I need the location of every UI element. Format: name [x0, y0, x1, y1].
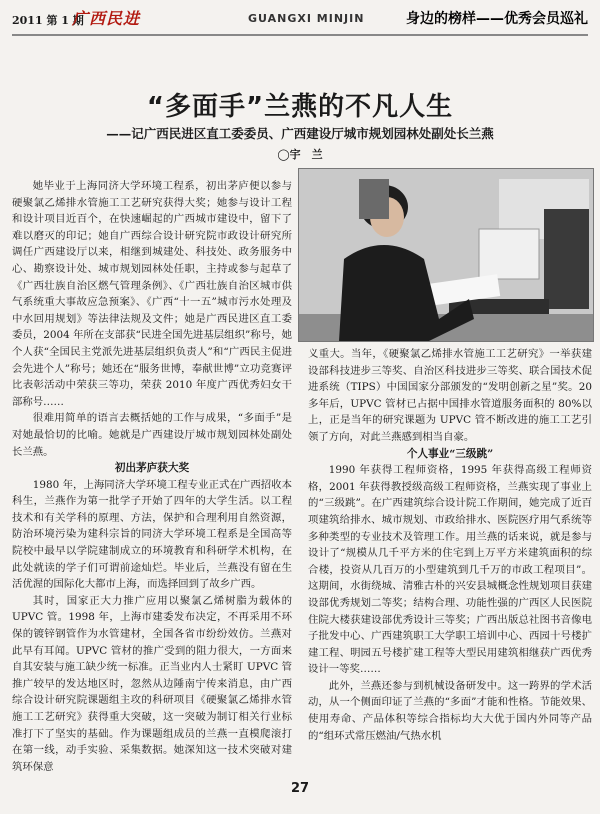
right-column	[308, 346, 592, 744]
paragraph: 义重大。当年，《硬聚氯乙烯排水管施工工艺研究》一举获建设部科技进步三等奖、自治区科技进步三等奖、联合国技术促进系统（TIPS）中国国家分部颁发的“发明创新之星”奖。20 多年后，UPVC 管材已占据中国排水管道服务面积的 80%以上，正是当年的研究课题为 UPVC 管不断改进的施工工艺引领了方向，对此兰燕感到相当自豪。	[308, 348, 592, 443]
left-column	[12, 178, 292, 775]
page-header	[0, 0, 600, 46]
article-title: “多面手”兰燕的不凡人生	[146, 92, 454, 122]
article-author: ◯宇 兰	[277, 148, 323, 161]
portrait-photo	[298, 168, 594, 342]
magazine-pinyin: GUANGXI MINJIN	[248, 12, 365, 25]
column-title: 身边的榜样——优秀会员巡礼	[406, 11, 588, 27]
paragraph: 她毕业于上海同济大学环境工程系，初出茅庐便以参与硬聚氯乙烯排水管施工工艺研究获得大奖；她参与设计工程和设计项目近百个，在快速崛起的广西城市建设中，留下了难以磨灭的印记；她自广西综合设计研究院市政设计研究所调任广西建设厅以来，相继到城建处、科技处、政务服务中心、勘察设计处、城市规划园林处任职，主持或参与起草了《广西壮族自治区燃气管理条例》、《广西壮族自治区城市供气系统重大事故应急预案》、《广西“十一五”城市污水处理及中水回用规划》等法律法规及文件；她是广西民进区直工委委员，2004 年所在支部获“民进全国先进基层组织”称号，她个人获“全国民主党派先进基层组织负责人”和“广西民主促进会先进个人”称号；她还在“服务世博，奉献世博”立功竞赛评比表彰活动中荣获三等功，荣获 2010 年度广西优秀妇女干部称号……	[12, 180, 292, 408]
paragraph: 其时，国家正大力推广应用以聚氯乙烯树脂为载体的 UPVC 管。1998 年，上海市建委发布决定，不再采用不环保的镀锌钢管作为水管建材，全国各省市纷纷效仿。兰燕对此早有耳闻。UPVC 管材的推广受到的阻力很大，一方面来自其安装与施工缺少统一标准。正当业内人士紧盯 UPVC 管推广较早的发达地区时，忽然从边陲南宁传来消息，由广西综合设计研究院课题组主攻的科研项目《硬聚氯乙烯排水管施工工艺研究》获得重大突破，这一突破为制订相关行业标准打下了坚实的基础。作为课题组成员的兰燕一直模爬滚打在第一线，动手实验、采集数据。她深知这一技术突破对建筑环保意	[12, 594, 292, 773]
section-heading: 初出茅庐获大奖	[114, 462, 190, 475]
paragraph: 很难用简单的语言去概括她的工作与成果，“多面手”是对她最恰切的比喻。她就是广西建设厅城市规划园林处副处长兰燕。	[12, 412, 292, 458]
header-divider	[12, 34, 588, 36]
page-number: 27	[290, 781, 310, 796]
article-subtitle: ——记广西民进区直工委委员、广西建设厅城市规划园林处副处长兰燕	[106, 126, 494, 141]
photo-illustration	[299, 169, 593, 341]
paragraph: 1990 年获得工程师资格，1995 年获得高级工程师资格，2001 年获得教授级高级工程师资格，兰燕实现了事业上的“三级跳”。在广西建筑综合设计院工作期间，她完成了近百项建筑给排水、城市规划、市政给排水、医院医疗用气系统等多种类型的专业技术及管理工作。用兰燕的话来说，就是参与设计了“规模从几千平方米的住宅到上万平方米建筑面积的综合楼，投资从几百万的小型建筑到几千万的市政工程项目”。这期间，水街绕城、清雅古朴的兴安县城概念性规划项目获建设部优秀规划二等奖；结构合理、功能性强的广西区人民医院住院大楼获建设部优秀设计三等奖；广西出版总社图书音像电子批发中心、广西建筑职工大学职工培训中心、西园十号楼扩建工程、明园五号楼扩建工程等大型民用建筑相继获广西优秀设计一等奖……	[308, 464, 592, 676]
section-heading: 个人事业“三级跳”	[406, 447, 494, 460]
paragraph: 此外，兰燕还参与到机械设备研发中。这一跨界的学术活动，从一个侧面印证了兰燕的“多面”才能和性格。节能效果、使用寿命、产品体积等综合指标均大大优于国内外同等产品的“组环式常压燃油/气热水机	[308, 679, 592, 742]
issue-label: 2011 第 1 期	[12, 14, 84, 27]
magazine-brand: 广西民进	[72, 9, 141, 28]
paragraph: 1980 年，上海同济大学环境工程专业正式在广西招收本科生，兰燕作为第一批学子开始了四年的大学生活。以工程技术和有关学科的原理、方法，保护和合理利用自然资源，防治环境污染为建科宗旨的同济大学环境工程系是全国高等院校中最早以学院建制成立的环境教育和科研学术机构，在此处就读的学子们可谓前途灿烂。毕业后，兰燕没有留在生活优渥的国际化大都市上海，而选择回到了故乡广西。	[12, 478, 292, 591]
